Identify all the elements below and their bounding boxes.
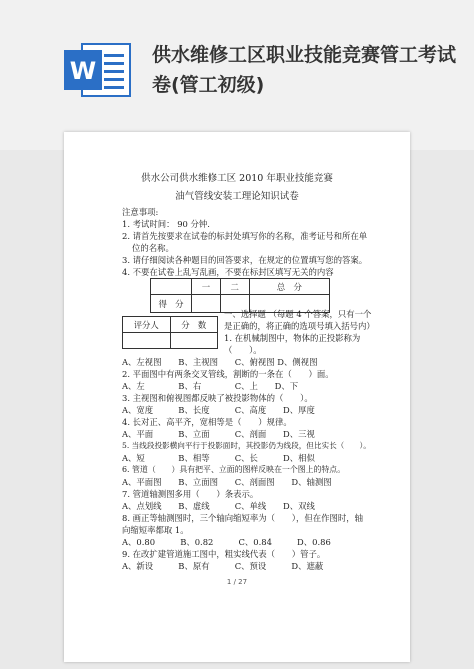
question-1-cont: （ ）。 <box>224 345 262 355</box>
note-line: 2. 请首先按要求在试卷的标封处填写你的名称，准考证号和所在单 <box>122 231 368 241</box>
document-banner <box>0 0 474 150</box>
grader-table <box>122 316 218 349</box>
question-line: 3. 主视图和俯视图都反映了被投影物体的（ ）。 <box>122 393 313 403</box>
exam-heading: 供水公司供水维修工区 2010 年职业技能竞赛 <box>141 173 333 184</box>
score-row-label: 得 分 <box>151 295 192 313</box>
exam-subheading: 油气管线安装工理论知识试卷 <box>175 191 299 202</box>
grader-label: 评分人 <box>123 317 171 333</box>
score-cell <box>192 295 221 313</box>
answer-options: A、左 B、右 C、上 D、下 <box>122 381 299 391</box>
grader-score-label: 分 数 <box>170 317 218 333</box>
note-line: 位的名称。 <box>132 243 174 253</box>
note-line: 1. 考试时间： 90 分钟. <box>122 219 210 229</box>
answer-options: A、新设 B、原有 C、预设 D、遮蔽 <box>122 561 324 571</box>
answer-options: A、点划线 B、虚线 C、单线 D、双线 <box>122 501 315 511</box>
answer-options: A、平面图 B、立面图 C、剖面图 D、轴测图 <box>122 477 332 487</box>
answer-options: A、左视图 B、主视图 C、俯视图 D、侧视图 <box>122 357 318 367</box>
section-intro-line: 一、选择题 （每题 4 个答案，只有一个 <box>224 309 372 319</box>
question-line: 9. 在改扩建管道施工图中，粗实线代表（ ）管子。 <box>122 549 326 559</box>
question-line: 5. 当线段投影横向平行于投影面时，其投影仍为线段，但比实长（ ）。 <box>122 441 371 450</box>
note-line: 4. 不要在试卷上乱写乱画，不要在标封区填写无关的内容 <box>122 267 334 277</box>
section-intro-line: 是正确的，将正确的选项号填入括号内） <box>224 321 375 331</box>
question-line: 6. 管道（ ）具有把平、立面的图样反映在一个图上的特点。 <box>122 465 346 474</box>
svg-text:W: W <box>69 57 97 85</box>
page-number: 1 / 27 <box>226 578 248 586</box>
question-line: 向缩短率都取 1。 <box>122 525 189 535</box>
document-page <box>64 132 410 662</box>
answer-options: A、短 B、相等 C、长 D、相似 <box>122 453 315 463</box>
question-line: 2. 平面图中有两条交叉管线，割断的一条在（ ）面。 <box>122 369 334 379</box>
answer-options: A、平面 B、立面 C、剖面 D、三视 <box>122 429 315 439</box>
score-header-part1: 一 <box>192 279 221 295</box>
grader-cell <box>123 333 171 349</box>
banner-title: 供水维修工区职业技能竞赛管工考试卷(管工初级) <box>152 44 457 96</box>
question-line: 4. 长对正、高平齐，宽相等是（ ）规律。 <box>122 417 292 427</box>
question-line: 8. 画正等轴测图时，三个轴向缩短率为（ ），但在作图时，轴 <box>122 513 363 523</box>
word-document-icon <box>60 40 136 100</box>
grader-cell <box>170 333 218 349</box>
notes-title: 注意事项: <box>122 207 159 217</box>
question-1: 1. 在机械制图中，物体的正投影称为 <box>224 333 361 343</box>
note-line: 3. 请仔细阅读各种题目的回答要求，在规定的位置填写您的答案。 <box>122 255 368 265</box>
answer-options: A、宽度 B、长度 C、高度 D、厚度 <box>122 405 315 415</box>
score-header-part2: 二 <box>220 279 249 295</box>
score-header-blank <box>151 279 192 295</box>
question-line: 7. 管道轴测图多用（ ）条表示。 <box>122 489 259 499</box>
score-header-total: 总 分 <box>249 279 329 295</box>
answer-options: A、0.80 B、0.82 C、0.84 D、0.86 <box>122 537 331 547</box>
